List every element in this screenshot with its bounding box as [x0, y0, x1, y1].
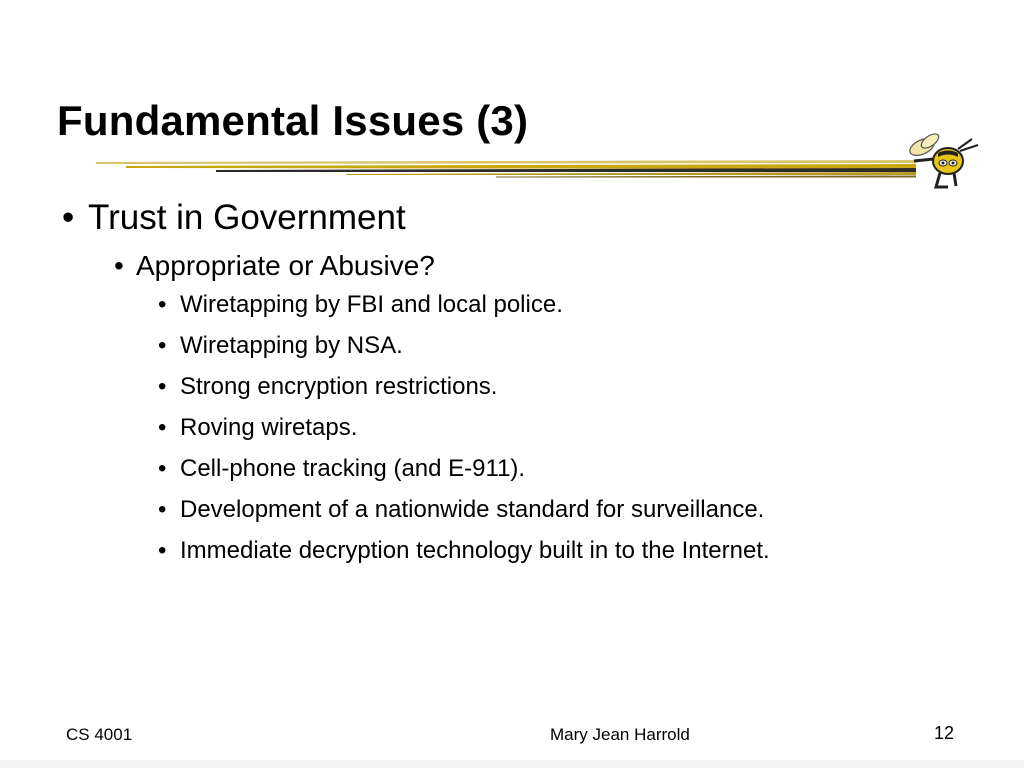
bullet-text: Immediate decryption technology built in to the Internet. — [180, 537, 770, 564]
bottom-band — [0, 760, 1024, 768]
bullet-dot: • — [158, 496, 167, 523]
bullet-item-level1 — [62, 196, 962, 565]
yellow-jacket-mascot-icon — [908, 131, 980, 191]
bullet-item-level2 — [114, 248, 962, 565]
bullet-item-level3 — [158, 331, 962, 360]
bullet-item-level3 — [158, 372, 962, 401]
bullet-item-level3 — [158, 290, 962, 319]
sub-bullet-list — [114, 248, 962, 565]
bullet-dot: • — [158, 291, 167, 318]
bullet-list — [62, 196, 962, 577]
bullet-text: Development of a nationwide standard for surveillance. — [180, 496, 765, 523]
bullet-text: Trust in Government — [88, 198, 406, 237]
bullet-text: Strong encryption restrictions. — [180, 373, 498, 400]
bullet-item-level3 — [158, 454, 962, 483]
bullet-dot: • — [158, 414, 167, 441]
bullet-dot: • — [158, 373, 167, 400]
slide-title: Fundamental Issues (3) — [57, 97, 529, 144]
bullet-dot: • — [62, 198, 75, 237]
bullet-dot: • — [158, 537, 167, 564]
bullet-dot: • — [114, 250, 124, 281]
bullet-text: Cell-phone tracking (and E-911). — [180, 455, 526, 482]
bullet-dot: • — [158, 455, 167, 482]
bullet-item-level3 — [158, 413, 962, 442]
bullet-dot: • — [158, 332, 167, 359]
footer-author: Mary Jean Harrold — [550, 725, 690, 744]
bullet-item-level3 — [158, 536, 962, 565]
footer-course: CS 4001 — [66, 725, 133, 744]
slide-number: 12 — [934, 723, 955, 743]
title-underline-decoration — [96, 160, 916, 178]
bullet-text: Wiretapping by FBI and local police. — [180, 291, 563, 318]
bullet-text: Appropriate or Abusive? — [136, 250, 435, 281]
bullet-text: Roving wiretaps. — [180, 414, 358, 441]
bullet-item-level3 — [158, 495, 962, 524]
bullet-text: Wiretapping by NSA. — [180, 332, 403, 359]
sub-sub-bullet-list — [158, 290, 962, 565]
